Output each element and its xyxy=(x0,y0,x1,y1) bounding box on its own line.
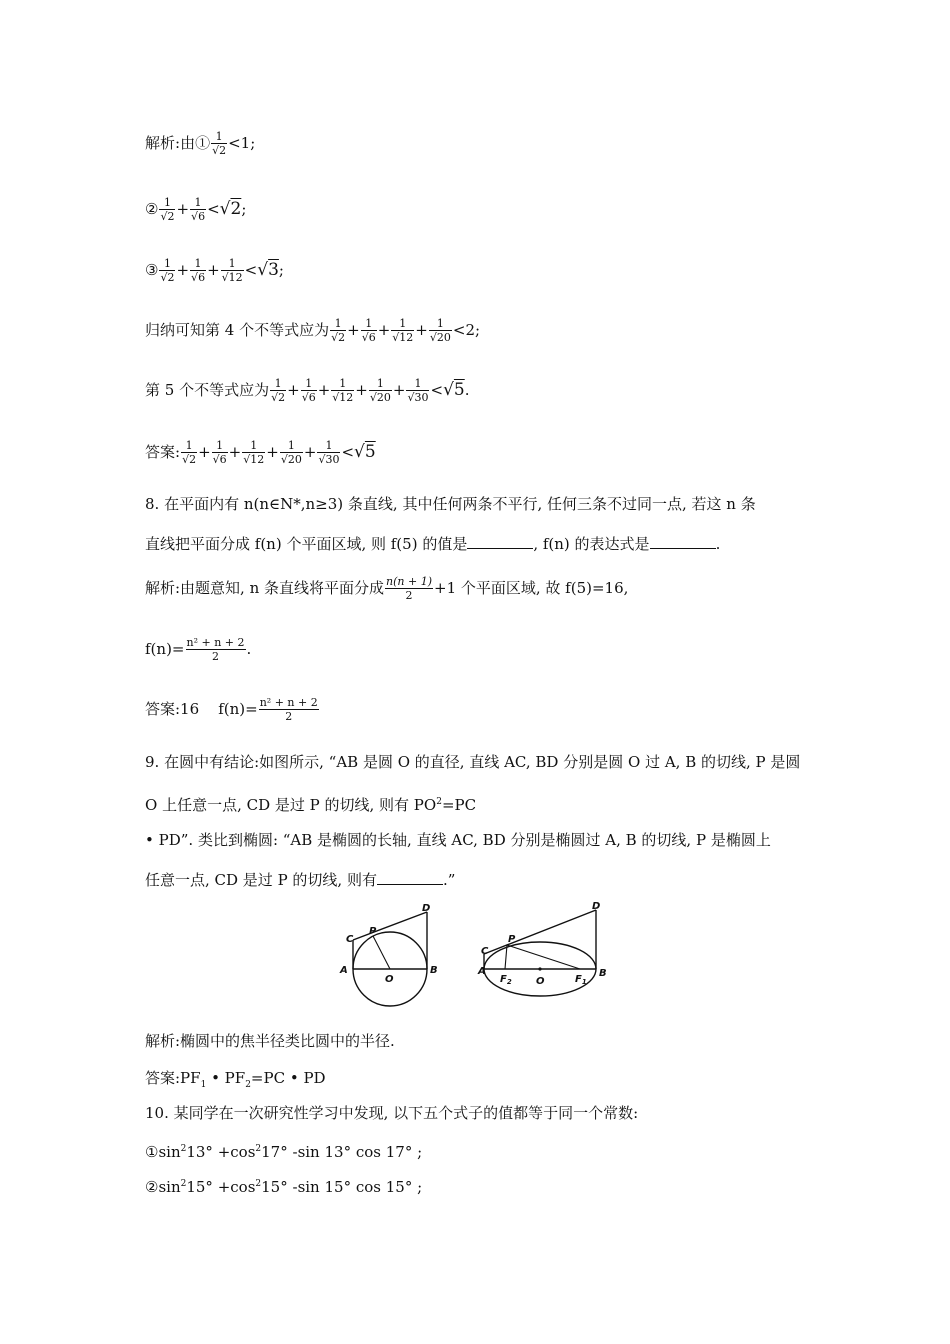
label-f2-sub: 2 xyxy=(506,978,512,986)
fraction xyxy=(317,440,340,466)
denominator: √2 xyxy=(160,271,175,284)
denominator: √6 xyxy=(301,391,316,404)
label-o: O xyxy=(536,976,545,987)
fraction xyxy=(190,197,206,223)
text: ② xyxy=(145,200,159,218)
subscript: 1 xyxy=(200,1080,207,1090)
fraction xyxy=(406,378,429,404)
numerator: n(n + 1) xyxy=(386,575,432,588)
text: f(n)= xyxy=(145,640,185,658)
label-f2 xyxy=(500,974,512,986)
radicand: 2 xyxy=(338,331,346,344)
fraction xyxy=(190,258,206,284)
fraction xyxy=(385,576,433,602)
numerator: 1 xyxy=(159,258,175,271)
p7-analysis-line2 xyxy=(145,197,246,223)
plus: + xyxy=(176,261,190,279)
label-b: B xyxy=(430,965,438,976)
plus: + xyxy=(228,443,242,461)
denominator: √2 xyxy=(212,144,227,157)
text: , f(n) 的表达式是 xyxy=(533,535,650,553)
answer-blank xyxy=(377,870,443,885)
radicand: 2 xyxy=(230,199,242,219)
label-a: A xyxy=(340,965,348,976)
text: 归纳可知第 4 个不等式应为 xyxy=(145,321,330,339)
numerator: 1 xyxy=(429,318,452,331)
p9-question-line1: 9. 在圆中有结论:如图所示, “AB 是圆 O 的直径, 直线 AC, BD 分别是圆 O 过 A, B 的切线, P 是圆 xyxy=(145,753,801,771)
text: 第 5 个不等式应为 xyxy=(145,381,270,399)
text: +1 个平面区域, 故 f(5)=16, xyxy=(434,579,629,597)
fraction xyxy=(391,318,414,344)
denominator: √12 xyxy=(221,271,243,284)
text: 由① xyxy=(180,134,211,152)
denominator: √12 xyxy=(243,453,265,466)
label-p: P xyxy=(508,934,516,945)
p7-analysis-line4 xyxy=(145,318,480,344)
answer-label: 答案:16 f(n)= xyxy=(145,700,258,718)
fraction xyxy=(270,378,286,404)
p9-question-line4 xyxy=(145,870,455,890)
plus: + xyxy=(287,381,300,399)
plus: + xyxy=(392,381,406,399)
numerator: 1 xyxy=(406,378,429,391)
radicand: 2 xyxy=(219,144,227,157)
text: . xyxy=(246,640,252,658)
label-p: P xyxy=(369,926,377,937)
denominator: √20 xyxy=(369,391,391,404)
radicand: 12 xyxy=(250,453,265,466)
tangent-cd xyxy=(484,910,596,954)
ellipse-diagram xyxy=(477,901,607,996)
radicand: 6 xyxy=(368,331,376,344)
text: =PC • PD xyxy=(250,1069,326,1087)
fraction xyxy=(212,440,228,466)
text: ; xyxy=(278,261,284,279)
radius-po xyxy=(373,936,390,969)
label-c: C xyxy=(481,946,489,957)
sqrt: √2 xyxy=(219,199,242,219)
superscript: 2 xyxy=(180,1144,187,1154)
plus: + xyxy=(377,321,391,339)
superscript: 2 xyxy=(436,797,442,807)
radicand: 5 xyxy=(453,380,465,400)
label-a: A xyxy=(478,966,486,977)
fraction xyxy=(159,258,175,284)
denominator: √6 xyxy=(191,271,206,284)
label-c: C xyxy=(346,934,354,945)
radicand: 20 xyxy=(436,331,451,344)
numerator: 1 xyxy=(221,258,244,271)
less-than: < xyxy=(341,443,355,461)
p7-answer xyxy=(145,440,376,466)
p8-analysis-line1 xyxy=(145,576,628,602)
numerator: 1 xyxy=(181,440,197,453)
numerator: 1 xyxy=(301,378,317,391)
focal-radius-pf2 xyxy=(505,945,507,969)
p10-question-line1: 10. 某同学在一次研究性学习中发现, 以下五个式子的值都等于同一个常数: xyxy=(145,1104,639,1122)
plus: + xyxy=(317,381,331,399)
fraction xyxy=(186,637,246,663)
text: ③ xyxy=(145,261,159,279)
superscript: 2 xyxy=(255,1144,262,1154)
plus: + xyxy=(355,381,368,399)
radicand: 3 xyxy=(268,260,279,280)
plus: + xyxy=(303,443,317,461)
p9-question-line2 xyxy=(145,792,476,815)
radicand: 6 xyxy=(308,391,316,404)
fraction xyxy=(259,697,319,723)
denominator: √12 xyxy=(332,391,354,404)
denominator: √6 xyxy=(191,210,206,223)
radicand: 20 xyxy=(376,391,391,404)
text: <1; xyxy=(228,134,256,152)
fraction xyxy=(301,378,317,404)
radicand: 30 xyxy=(325,453,340,466)
plus: + xyxy=(266,443,279,461)
radicand: 6 xyxy=(219,453,227,466)
text: 13° +cos xyxy=(186,1143,256,1161)
superscript: 2 xyxy=(255,1179,262,1189)
answer-blank xyxy=(467,534,533,549)
plus: + xyxy=(176,200,190,218)
numerator: 1 xyxy=(330,318,346,331)
numerator: n² + n + 2 xyxy=(259,696,318,709)
plus: + xyxy=(347,321,360,339)
radicand: 2 xyxy=(278,391,286,404)
numerator: 1 xyxy=(212,440,228,453)
numerator: 1 xyxy=(280,440,303,453)
p9-question-line3: • PD”. 类比到椭圆: “AB 是椭圆的长轴, 直线 AC, BD 分别是椭圆过 A, B 的切线, P 是椭圆上 xyxy=(145,831,771,849)
numerator: 1 xyxy=(190,258,206,271)
analysis-label: 解析: xyxy=(145,134,181,152)
text: 17° -sin 13° cos 17° ; xyxy=(261,1143,423,1161)
fraction xyxy=(159,197,175,223)
fraction xyxy=(221,258,244,284)
fraction xyxy=(280,440,303,466)
p10-item1 xyxy=(145,1139,422,1162)
plus: + xyxy=(415,321,428,339)
radicand: 6 xyxy=(198,210,206,223)
radicand: 2 xyxy=(167,210,175,223)
sqrt: √5 xyxy=(354,442,376,462)
less-than: < xyxy=(244,261,258,279)
p7-analysis-line1 xyxy=(145,131,255,157)
numerator: 1 xyxy=(391,318,414,331)
p9-analysis: 解析:椭圆中的焦半径类比圆中的半径. xyxy=(145,1032,395,1050)
numerator: n² + n + 2 xyxy=(186,636,245,649)
fraction xyxy=(181,440,197,466)
label-o: O xyxy=(385,974,394,985)
numerator: 1 xyxy=(270,378,286,391)
center-point xyxy=(538,967,541,970)
text: ①sin xyxy=(145,1143,181,1161)
focal-radius-pf1 xyxy=(507,945,580,969)
plus: + xyxy=(207,261,220,279)
fraction xyxy=(211,131,227,157)
text: =PC xyxy=(441,796,477,814)
radicand: 30 xyxy=(414,391,429,404)
text: ②sin xyxy=(145,1178,181,1196)
fraction xyxy=(330,318,346,344)
less-than: < xyxy=(430,381,444,399)
text: .” xyxy=(442,871,456,889)
numerator: 1 xyxy=(211,131,227,144)
label-f1-letter: F xyxy=(575,974,582,985)
denominator: √30 xyxy=(407,391,429,404)
p10-item2 xyxy=(145,1174,422,1197)
text: 15° -sin 15° cos 15° ; xyxy=(261,1178,423,1196)
less-than: < xyxy=(207,200,220,218)
denominator: 2 xyxy=(212,650,219,663)
numerator: 1 xyxy=(242,440,265,453)
p7-analysis-line3 xyxy=(145,258,284,284)
denominator: √20 xyxy=(280,453,302,466)
fraction xyxy=(361,318,377,344)
sqrt: √3 xyxy=(257,260,279,280)
tangent-cd xyxy=(353,912,427,940)
radicand: 6 xyxy=(198,271,206,284)
text: 直线把平面分成 f(n) 个平面区域, 则 f(5) 的值是 xyxy=(145,535,468,553)
p8-question-line1: 8. 在平面内有 n(n∈N*,n≥3) 条直线, 其中任何两条不平行, 任何三条不过同一点, 若这 n 条 xyxy=(145,495,756,513)
denominator: √2 xyxy=(160,210,175,223)
answer-blank xyxy=(650,534,716,549)
radicand: 5 xyxy=(364,442,376,462)
numerator: 1 xyxy=(361,318,377,331)
numerator: 1 xyxy=(331,378,354,391)
circle-diagram xyxy=(339,903,438,1006)
label-f1 xyxy=(575,974,587,986)
text: ; xyxy=(241,200,247,218)
radicand: 2 xyxy=(167,271,175,284)
superscript: 2 xyxy=(180,1179,187,1189)
text: 15° +cos xyxy=(186,1178,256,1196)
radicand: 20 xyxy=(287,453,302,466)
geometry-figure xyxy=(338,898,618,1010)
numerator: 1 xyxy=(159,197,175,210)
text: 答案:PF xyxy=(145,1069,201,1087)
label-d: D xyxy=(592,901,601,912)
text: . xyxy=(715,535,721,553)
p8-analysis-line2 xyxy=(145,637,251,663)
answer-label: 答案: xyxy=(145,443,181,461)
subscript: 2 xyxy=(245,1080,251,1090)
plus: + xyxy=(198,443,211,461)
sqrt: √5 xyxy=(443,380,465,400)
text: 任意一点, CD 是过 P 的切线, 则有 xyxy=(145,871,377,889)
label-f2-letter: F xyxy=(500,974,507,985)
fraction xyxy=(242,440,265,466)
denominator: √6 xyxy=(361,331,376,344)
denominator: √2 xyxy=(271,391,286,404)
fraction xyxy=(369,378,392,404)
radicand: 12 xyxy=(339,391,354,404)
denominator: √12 xyxy=(392,331,414,344)
fraction xyxy=(331,378,354,404)
denominator: √20 xyxy=(429,331,451,344)
denominator: 2 xyxy=(405,589,413,602)
denominator: √30 xyxy=(318,453,340,466)
text: 解析:由题意知, n 条直线将平面分成 xyxy=(145,579,385,597)
text: . xyxy=(464,381,470,399)
p9-answer xyxy=(145,1068,326,1095)
denominator: √2 xyxy=(331,331,346,344)
fraction xyxy=(429,318,452,344)
p8-answer xyxy=(145,697,320,723)
text: O 上任意一点, CD 是过 P 的切线, 则有 PO xyxy=(145,796,437,814)
numerator: 1 xyxy=(369,378,392,391)
text: • PF xyxy=(206,1069,246,1087)
numerator: 1 xyxy=(190,197,206,210)
radicand: 2 xyxy=(189,453,197,466)
label-f1-sub: 1 xyxy=(581,978,587,986)
denominator: 2 xyxy=(285,710,293,723)
radicand: 12 xyxy=(399,331,414,344)
label-d: D xyxy=(422,903,431,914)
denominator: √2 xyxy=(182,453,197,466)
radicand: 12 xyxy=(228,271,243,284)
p8-question-line2 xyxy=(145,534,720,554)
numerator: 1 xyxy=(317,440,340,453)
text: <2; xyxy=(452,321,481,339)
label-b: B xyxy=(599,968,607,979)
p7-analysis-line5 xyxy=(145,378,470,404)
denominator: √6 xyxy=(212,453,227,466)
